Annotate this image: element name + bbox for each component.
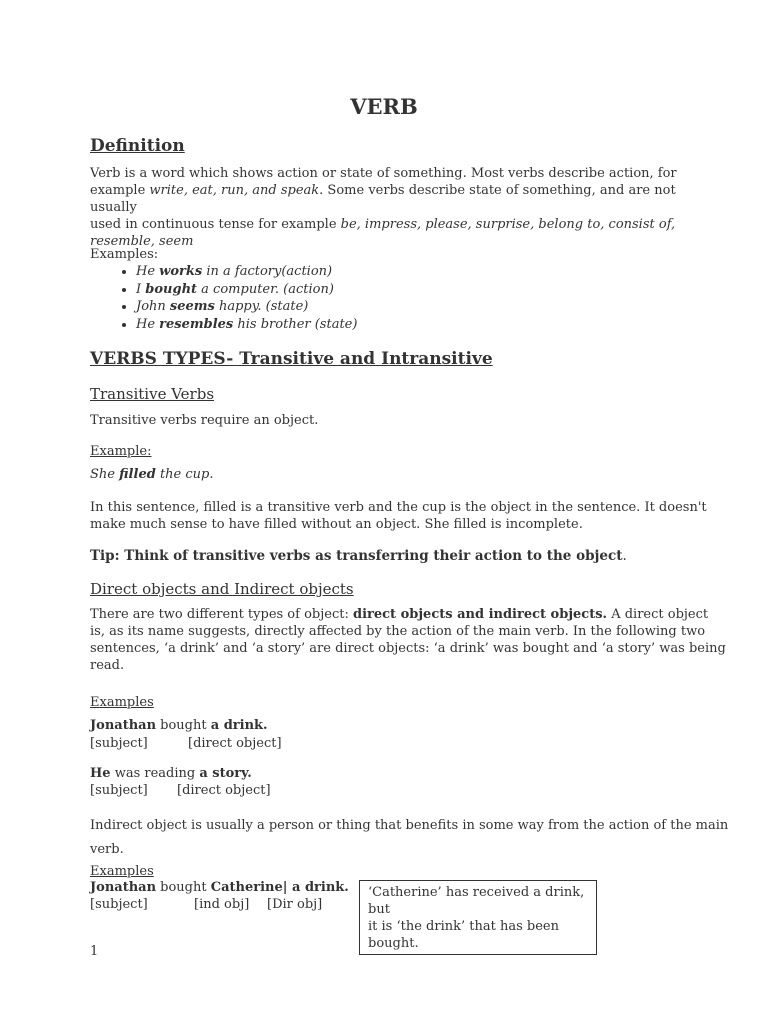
definition-line-2: example write, eat, run, and speak. Some verbs describe state of something, and are not usually [90, 183, 676, 215]
indirect-example-labels [90, 896, 322, 913]
note-line-2: it is ‘the drink’ that has been bought. [368, 919, 559, 951]
direct-object-label: [direct object] [188, 736, 282, 751]
list-item: • He works in a factory(action) [136, 263, 590, 281]
list-item: • John seems happy. (state) [136, 298, 590, 316]
examples-list [90, 263, 590, 333]
subject-label: [subject] [90, 736, 148, 751]
explanation-line-1: In this sentence, filled is a transitive verb and the cup is the object in the sentence. It doesn't [90, 500, 707, 515]
explanation-line-2: make much sense to have filled without an object. She filled is incomplete. [90, 517, 583, 532]
page-title: VERB [350, 94, 418, 119]
examples-label-3: Examples [90, 864, 154, 879]
definition-paragraph [90, 165, 710, 250]
subject-label: [subject] [90, 783, 148, 798]
note-line-1: ‘Catherine’ has received a drink, but [368, 885, 585, 917]
indirect-paragraph [90, 814, 730, 862]
indirect-example: Jonathan bought Catherine| a drink. [90, 880, 349, 895]
direct-example-2-labels [90, 782, 271, 799]
indirect-line-2: verb. [90, 842, 124, 857]
list-item: • I bought a computer. (action) [136, 281, 590, 299]
direct-example-2: He was reading a story. [90, 766, 252, 781]
direct-object-label: [Dir obj] [267, 897, 323, 912]
objects-line-4: read. [90, 658, 125, 673]
examples-label-2: Examples [90, 695, 154, 710]
tip-text: Tip: Think of transitive verbs as transferring their action to the object. [90, 548, 627, 564]
example-label: Example: [90, 444, 152, 459]
objects-line-2: is, as its name suggests, directly affected by the action of the main verb. In the following two [90, 624, 706, 639]
objects-heading: Direct objects and Indirect objects [90, 580, 354, 598]
definition-line-3: used in continuous tense for example be, impress, please, surprise, belong to, consist of, [90, 217, 676, 232]
objects-line-1: There are two different types of object: direct objects and indirect objects. A direct object [90, 607, 709, 622]
objects-line-3: sentences, ‘a drink’ and ‘a story’ are direct objects: ‘a drink’ was bought and ‘a story’ was being [90, 641, 726, 656]
transitive-example: She filled the cup. [90, 467, 214, 482]
verb-types-heading: VERBS TYPES- Transitive and Intransitive [90, 349, 493, 369]
note-box [359, 880, 597, 955]
list-item: • He resembles his brother (state) [136, 316, 590, 334]
examples-label: Examples: [90, 247, 159, 262]
transitive-heading: Transitive Verbs [90, 385, 215, 403]
transitive-explanation [90, 499, 730, 533]
indirect-line-1: Indirect object is usually a person or thing that benefits in some way from the action of the main [90, 818, 729, 833]
indirect-object-label: [ind obj] [194, 897, 250, 912]
definition-line-4: resemble, seem [90, 234, 194, 249]
direct-example-1: Jonathan bought a drink. [90, 718, 268, 733]
transitive-intro: Transitive verbs require an object. [90, 413, 319, 428]
objects-paragraph [90, 606, 730, 674]
direct-example-1-labels [90, 735, 282, 752]
definition-heading: Definition [90, 136, 185, 156]
direct-object-label: [direct object] [177, 783, 271, 798]
page-number: 1 [90, 944, 99, 959]
subject-label: [subject] [90, 897, 148, 912]
definition-line-1: Verb is a word which shows action or state of something. Most verbs describe action, for [90, 166, 677, 181]
